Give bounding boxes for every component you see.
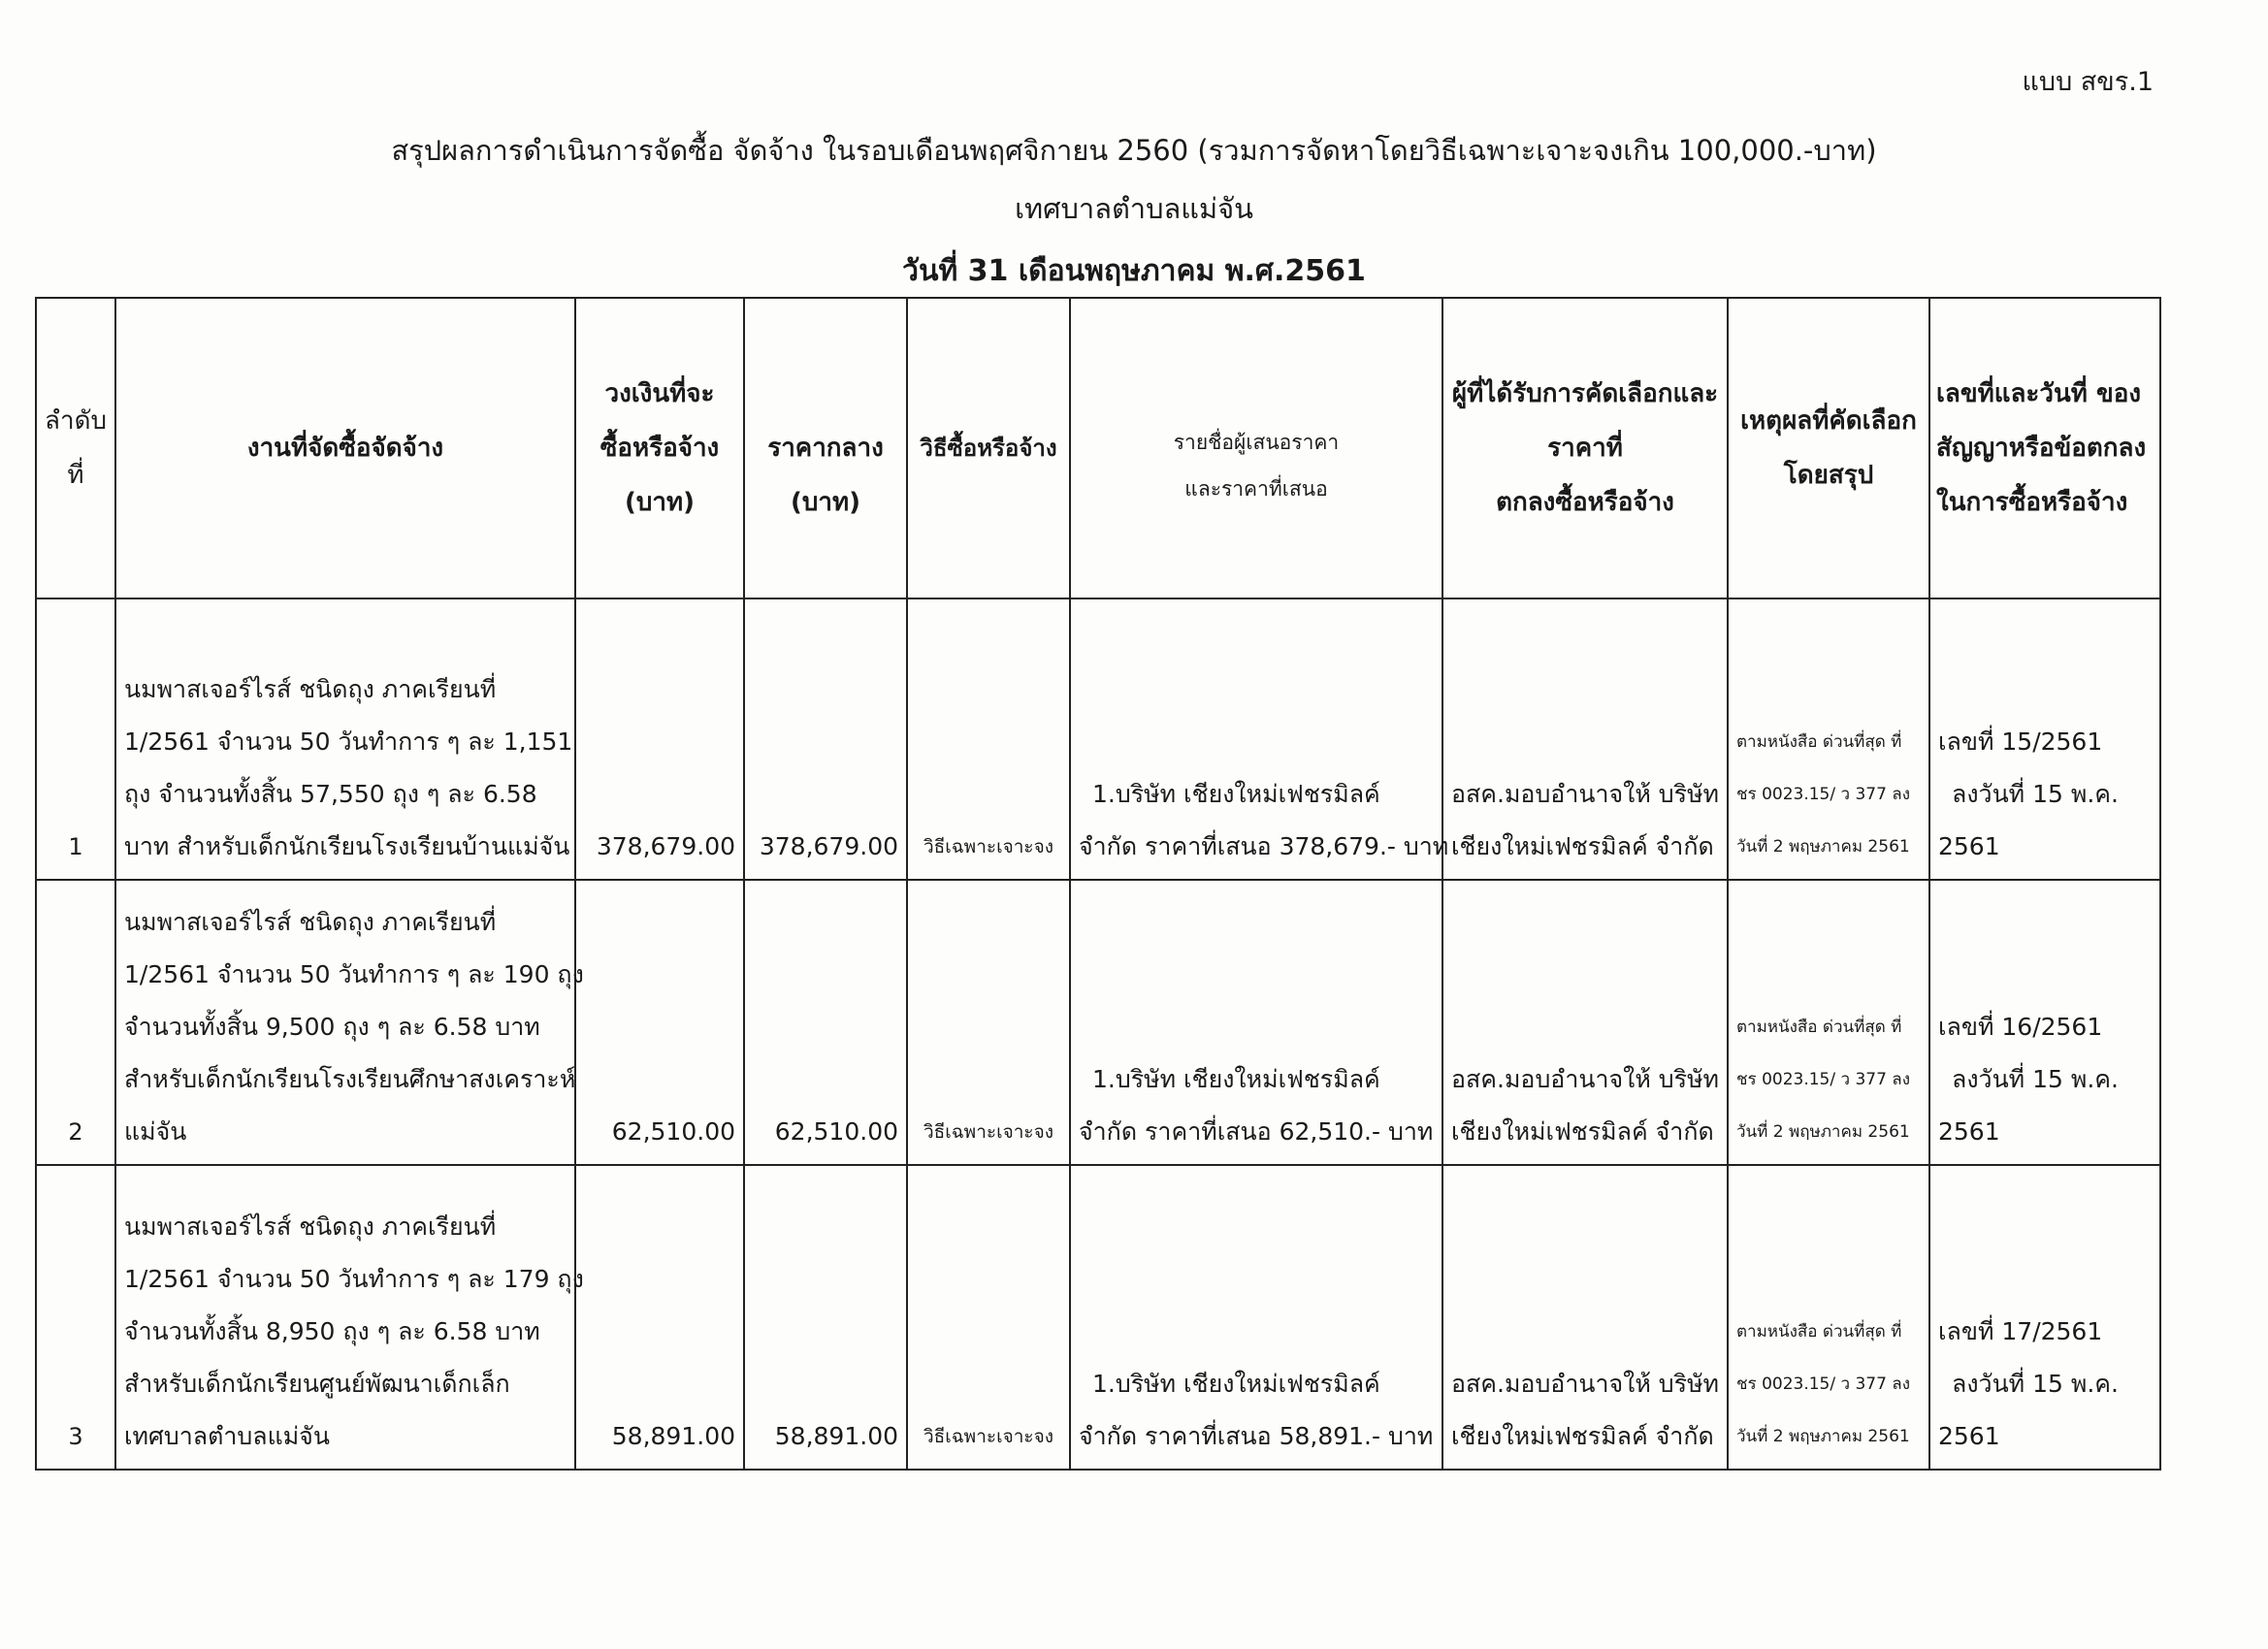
header-bidders (1070, 298, 1442, 598)
contract-line: เลขที่ 17/2561 (1938, 1317, 2103, 1345)
task-line: แม่จัน (124, 1117, 187, 1146)
task-line: สำหรับเด็กนักเรียนศูนย์พัฒนาเด็กเล็ก (124, 1370, 510, 1398)
header-method: วิธีซื้อหรือจ้าง (907, 298, 1070, 598)
reason-line: ชร 0023.15/ ว 377 ลง (1736, 1374, 1911, 1394)
row-winner (1442, 598, 1728, 880)
header-reason-line: เหตุผลที่คัดเลือก (1740, 406, 1917, 436)
task-line: นมพาสเจอร์ไรส์ ชนิดถุง ภาคเรียนที่ (124, 1212, 497, 1241)
contract-line: 2561 (1938, 1117, 2000, 1146)
reason-line: ตามหนังสือ ด่วนที่สุด ที่ (1736, 1322, 1902, 1342)
header-reason (1728, 298, 1929, 598)
header-median-line: ราคากลาง (767, 434, 884, 463)
header-bidders-line: และราคาที่เสนอ (1184, 477, 1328, 501)
header-budget-line: ซื้อหรือจ้าง (599, 434, 720, 463)
header-budget (575, 298, 744, 598)
row-median-price: 62,510.00 (744, 880, 907, 1165)
winner-line: เชียงใหม่เฟชรมิลค์ จำกัด (1451, 832, 1714, 860)
row-bidder (1070, 880, 1442, 1165)
row-method: วิธีเฉพาะเจาะจง (907, 1165, 1070, 1470)
row-contract (1929, 1165, 2160, 1470)
reason-line: วันที่ 2 พฤษภาคม 2561 (1736, 1427, 1910, 1446)
task-line: 1/2561 จำนวน 50 วันทำการ ๆ ละ 190 ถุง (124, 960, 584, 988)
header-bidders-line: รายชื่อผู้เสนอราคา (1173, 431, 1340, 454)
task-line: นมพาสเจอร์ไรส์ ชนิดถุง ภาคเรียนที่ (124, 675, 497, 703)
row-bidder (1070, 1165, 1442, 1470)
form-code: แบบ สขร.1 (2022, 67, 2154, 97)
table-row (36, 1165, 2160, 1470)
row-method: วิธีเฉพาะเจาะจง (907, 598, 1070, 880)
header-budget-line: (บาท) (624, 488, 695, 517)
task-line: 1/2561 จำนวน 50 วันทำการ ๆ ละ 1,151 (124, 728, 573, 756)
document-title: สรุปผลการดำเนินการจัดซื้อ จัดจ้าง ในรอบเดือนพฤศจิกายน 2560 (รวมการจัดหาโดยวิธีเฉพาะเจาะจงเกิน 100,000.-บาท) (391, 134, 1877, 167)
row-median-price: 58,891.00 (744, 1165, 907, 1470)
bidder-line: 1.บริษัท เชียงใหม่เฟชรมิลค์ (1092, 780, 1380, 808)
contract-line: 2561 (1938, 1422, 2000, 1450)
procurement-table (35, 297, 2161, 1471)
task-line: บาท สำหรับเด็กนักเรียนโรงเรียนบ้านแม่จัน (124, 832, 570, 860)
header-budget-line: วงเงินที่จะ (604, 379, 715, 408)
header-no: ลำดับที่ (36, 298, 115, 598)
row-median-price: 378,679.00 (744, 598, 907, 880)
header-winner-line: ราคาที่ (1547, 434, 1623, 463)
row-number: 1 (36, 598, 115, 880)
header-contract-line: เลขที่และวันที่ ของ (1936, 379, 2142, 408)
document-date: วันที่ 31 เดือนพฤษภาคม พ.ศ.2561 (902, 254, 1366, 288)
reason-line: วันที่ 2 พฤษภาคม 2561 (1736, 837, 1910, 857)
row-reason (1728, 598, 1929, 880)
task-line: นมพาสเจอร์ไรส์ ชนิดถุง ภาคเรียนที่ (124, 908, 497, 936)
row-budget: 62,510.00 (575, 880, 744, 1165)
row-reason (1728, 880, 1929, 1165)
header-contract-line: ในการซื้อหรือจ้าง (1936, 488, 2128, 517)
row-number: 3 (36, 1165, 115, 1470)
row-winner (1442, 1165, 1728, 1470)
contract-line: เลขที่ 15/2561 (1938, 728, 2103, 756)
reason-line: ชร 0023.15/ ว 377 ลง (1736, 1070, 1911, 1089)
row-budget: 58,891.00 (575, 1165, 744, 1470)
table-row (36, 598, 2160, 880)
contract-line: ลงวันที่ 15 พ.ค. (1952, 1370, 2119, 1398)
row-bidder (1070, 598, 1449, 880)
bidder-line: 1.บริษัท เชียงใหม่เฟชรมิลค์ (1092, 1370, 1380, 1398)
winner-line: อสค.มอบอำนาจให้ บริษัท (1451, 1065, 1720, 1093)
bidder-line: จำกัด ราคาที่เสนอ 62,510.- บาท (1079, 1117, 1434, 1146)
header-contract (1929, 298, 2160, 598)
task-line: 1/2561 จำนวน 50 วันทำการ ๆ ละ 179 ถุง (124, 1265, 584, 1293)
winner-line: อสค.มอบอำนาจให้ บริษัท (1451, 1370, 1720, 1398)
row-winner (1442, 880, 1728, 1165)
contract-line: 2561 (1938, 832, 2000, 860)
task-line: เทศบาลตำบลแม่จัน (124, 1422, 330, 1450)
header-median-price (744, 298, 907, 598)
organization-name: เทศบาลตำบลแม่จัน (1015, 192, 1253, 225)
contract-line: เลขที่ 16/2561 (1938, 1013, 2103, 1041)
row-task (115, 880, 584, 1165)
table-row (36, 880, 2160, 1165)
reason-line: ตามหนังสือ ด่วนที่สุด ที่ (1736, 732, 1902, 752)
row-task (115, 1165, 584, 1470)
contract-line: ลงวันที่ 15 พ.ค. (1952, 1065, 2119, 1093)
header-median-line: (บาท) (790, 488, 860, 517)
contract-line: ลงวันที่ 15 พ.ค. (1952, 780, 2119, 808)
reason-line: ชร 0023.15/ ว 377 ลง (1736, 785, 1911, 804)
header-contract-line: สัญญาหรือข้อตกลง (1936, 434, 2147, 463)
header-winner (1442, 298, 1728, 598)
header-winner-line: ตกลงซื้อหรือจ้าง (1496, 488, 1674, 517)
header-task: งานที่จัดซื้อจัดจ้าง (115, 298, 575, 598)
task-line: สำหรับเด็กนักเรียนโรงเรียนศึกษาสงเคราะห์ (124, 1065, 576, 1093)
header-reason-line: โดยสรุป (1783, 461, 1874, 490)
row-contract (1929, 598, 2160, 880)
row-number: 2 (36, 880, 115, 1165)
task-line: จำนวนทั้งสิ้น 8,950 ถุง ๆ ละ 6.58 บาท (124, 1317, 540, 1345)
row-budget: 378,679.00 (575, 598, 744, 880)
reason-line: วันที่ 2 พฤษภาคม 2561 (1736, 1122, 1910, 1142)
row-task (115, 598, 575, 880)
row-reason (1728, 1165, 1929, 1470)
task-line: ถุง จำนวนทั้งสิ้น 57,550 ถุง ๆ ละ 6.58 (124, 780, 537, 808)
bidder-line: 1.บริษัท เชียงใหม่เฟชรมิลค์ (1092, 1065, 1380, 1093)
winner-line: เชียงใหม่เฟชรมิลค์ จำกัด (1451, 1117, 1714, 1146)
bidder-line: จำกัด ราคาที่เสนอ 378,679.- บาท (1079, 832, 1449, 860)
row-contract (1929, 880, 2160, 1165)
row-method: วิธีเฉพาะเจาะจง (907, 880, 1070, 1165)
header-row (36, 298, 2160, 598)
bidder-line: จำกัด ราคาที่เสนอ 58,891.- บาท (1079, 1422, 1434, 1450)
task-line: จำนวนทั้งสิ้น 9,500 ถุง ๆ ละ 6.58 บาท (124, 1013, 540, 1041)
winner-line: อสค.มอบอำนาจให้ บริษัท (1451, 780, 1720, 808)
reason-line: ตามหนังสือ ด่วนที่สุด ที่ (1736, 1018, 1902, 1037)
winner-line: เชียงใหม่เฟชรมิลค์ จำกัด (1451, 1422, 1714, 1450)
header-winner-line: ผู้ที่ได้รับการคัดเลือกและ (1451, 379, 1719, 408)
